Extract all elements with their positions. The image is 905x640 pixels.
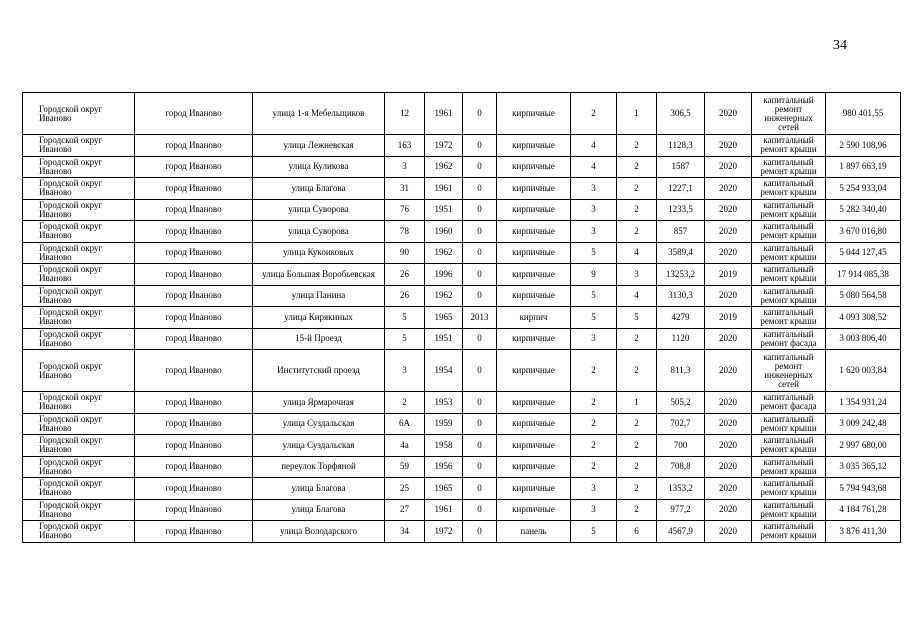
- cell-area: 13253,2: [657, 264, 705, 286]
- cell-work-type: капитальный ремонт крыши: [752, 242, 826, 264]
- cell-settlement: город Иваново: [135, 242, 253, 264]
- cell-municipality: Городской округ Иваново: [23, 242, 135, 264]
- cell-last-repair-year: 2013: [463, 307, 497, 329]
- cell-municipality: Городской округ Иваново: [23, 93, 135, 135]
- cell-entrances: 6: [617, 521, 657, 543]
- cell-area: 1128,3: [657, 135, 705, 157]
- cell-work-type: капитальный ремонт инженерных сетей: [752, 350, 826, 392]
- cell-municipality: Городской округ Иваново: [23, 499, 135, 521]
- cell-settlement: город Иваново: [135, 328, 253, 350]
- cell-entrances: 2: [617, 135, 657, 157]
- cell-plan-year: 2020: [705, 350, 752, 392]
- cell-municipality: Городской округ Иваново: [23, 178, 135, 200]
- table-row: [23, 413, 901, 435]
- cell-house-number: 25: [385, 478, 425, 500]
- cell-settlement: город Иваново: [135, 285, 253, 307]
- cell-entrances: 1: [617, 392, 657, 414]
- cell-cost: 1 620 003,84: [826, 350, 901, 392]
- cell-street: переулок Торфяной: [253, 456, 385, 478]
- cell-cost: 2 997 680,00: [826, 435, 901, 457]
- cell-plan-year: 2019: [705, 307, 752, 329]
- cell-plan-year: 2020: [705, 328, 752, 350]
- table-row: [23, 392, 901, 414]
- cell-house-number: 27: [385, 499, 425, 521]
- cell-work-type: капитальный ремонт крыши: [752, 178, 826, 200]
- cell-municipality: Городской округ Иваново: [23, 456, 135, 478]
- cell-plan-year: 2020: [705, 199, 752, 221]
- cell-floors: 2: [571, 392, 617, 414]
- cell-floors: 5: [571, 242, 617, 264]
- cell-work-type: капитальный ремонт крыши: [752, 264, 826, 286]
- cell-settlement: город Иваново: [135, 93, 253, 135]
- cell-work-type: капитальный ремонт крыши: [752, 478, 826, 500]
- cell-last-repair-year: 0: [463, 413, 497, 435]
- cell-build-year: 1962: [425, 285, 463, 307]
- cell-build-year: 1959: [425, 413, 463, 435]
- cell-last-repair-year: 0: [463, 350, 497, 392]
- cell-house-number: 3: [385, 156, 425, 178]
- cell-house-number: 3: [385, 350, 425, 392]
- cell-floors: 5: [571, 285, 617, 307]
- table-row: [23, 328, 901, 350]
- cell-street: улица Благова: [253, 178, 385, 200]
- cell-cost: 5 794 943,68: [826, 478, 901, 500]
- cell-settlement: город Иваново: [135, 521, 253, 543]
- cell-plan-year: 2020: [705, 435, 752, 457]
- table-row: [23, 478, 901, 500]
- cell-house-number: 26: [385, 264, 425, 286]
- cell-work-type: капитальный ремонт крыши: [752, 521, 826, 543]
- cell-floors: 4: [571, 156, 617, 178]
- cell-settlement: город Иваново: [135, 456, 253, 478]
- cell-work-type: капитальный ремонт крыши: [752, 199, 826, 221]
- cell-cost: 3 670 016,80: [826, 221, 901, 243]
- cell-wall-material: кирпичные: [497, 199, 571, 221]
- cell-municipality: Городской округ Иваново: [23, 264, 135, 286]
- cell-build-year: 1956: [425, 456, 463, 478]
- cell-floors: 3: [571, 178, 617, 200]
- cell-wall-material: кирпичные: [497, 178, 571, 200]
- cell-plan-year: 2020: [705, 478, 752, 500]
- cell-plan-year: 2019: [705, 264, 752, 286]
- cell-street: улица Благова: [253, 499, 385, 521]
- cell-wall-material: кирпич: [497, 307, 571, 329]
- cell-last-repair-year: 0: [463, 285, 497, 307]
- cell-house-number: 34: [385, 521, 425, 543]
- cell-floors: 4: [571, 135, 617, 157]
- cell-street: улица Володарского: [253, 521, 385, 543]
- cell-wall-material: кирпичные: [497, 328, 571, 350]
- cell-municipality: Городской округ Иваново: [23, 413, 135, 435]
- cell-wall-material: кирпичные: [497, 264, 571, 286]
- cell-area: 857: [657, 221, 705, 243]
- cell-floors: 2: [571, 93, 617, 135]
- table-row: [23, 307, 901, 329]
- cell-area: 505,2: [657, 392, 705, 414]
- table-row: [23, 285, 901, 307]
- table-row: [23, 456, 901, 478]
- table-row: [23, 499, 901, 521]
- cell-area: 700: [657, 435, 705, 457]
- cell-street: улица Ярмарочная: [253, 392, 385, 414]
- cell-house-number: 4а: [385, 435, 425, 457]
- cell-wall-material: кирпичные: [497, 456, 571, 478]
- cell-municipality: Городской округ Иваново: [23, 328, 135, 350]
- cell-area: 1227,1: [657, 178, 705, 200]
- table-row: [23, 199, 901, 221]
- cell-last-repair-year: 0: [463, 456, 497, 478]
- cell-entrances: 1: [617, 93, 657, 135]
- cell-plan-year: 2020: [705, 221, 752, 243]
- cell-work-type: капитальный ремонт крыши: [752, 435, 826, 457]
- cell-floors: 5: [571, 521, 617, 543]
- table-row: [23, 135, 901, 157]
- cell-cost: 5 080 564,58: [826, 285, 901, 307]
- cell-area: 306,5: [657, 93, 705, 135]
- table-row: [23, 242, 901, 264]
- cell-entrances: 2: [617, 478, 657, 500]
- cell-wall-material: кирпичные: [497, 135, 571, 157]
- cell-house-number: 5: [385, 307, 425, 329]
- cell-area: 1233,5: [657, 199, 705, 221]
- cell-cost: 4 093 308,52: [826, 307, 901, 329]
- cell-work-type: капитальный ремонт крыши: [752, 456, 826, 478]
- cell-municipality: Городской округ Иваново: [23, 478, 135, 500]
- cell-municipality: Городской округ Иваново: [23, 221, 135, 243]
- cell-municipality: Городской округ Иваново: [23, 307, 135, 329]
- cell-build-year: 1951: [425, 328, 463, 350]
- cell-street: улица Суворова: [253, 221, 385, 243]
- cell-area: 708,8: [657, 456, 705, 478]
- cell-entrances: 2: [617, 350, 657, 392]
- cell-entrances: 2: [617, 328, 657, 350]
- cell-plan-year: 2020: [705, 392, 752, 414]
- cell-cost: 5 254 933,04: [826, 178, 901, 200]
- cell-plan-year: 2020: [705, 178, 752, 200]
- cell-last-repair-year: 0: [463, 264, 497, 286]
- cell-build-year: 1961: [425, 93, 463, 135]
- cell-municipality: Городской округ Иваново: [23, 156, 135, 178]
- cell-build-year: 1951: [425, 199, 463, 221]
- cell-plan-year: 2020: [705, 456, 752, 478]
- cell-entrances: 2: [617, 499, 657, 521]
- cell-wall-material: кирпичные: [497, 478, 571, 500]
- cell-work-type: капитальный ремонт крыши: [752, 499, 826, 521]
- cell-settlement: город Иваново: [135, 307, 253, 329]
- cell-area: 702,7: [657, 413, 705, 435]
- cell-settlement: город Иваново: [135, 178, 253, 200]
- cell-last-repair-year: 0: [463, 135, 497, 157]
- cell-area: 4279: [657, 307, 705, 329]
- cell-wall-material: панель: [497, 521, 571, 543]
- cell-area: 1587: [657, 156, 705, 178]
- cell-house-number: 26: [385, 285, 425, 307]
- cell-street: улица Кирякиных: [253, 307, 385, 329]
- cell-settlement: город Иваново: [135, 435, 253, 457]
- cell-house-number: 2: [385, 392, 425, 414]
- cell-cost: 17 914 085,38: [826, 264, 901, 286]
- cell-cost: 3 035 365,12: [826, 456, 901, 478]
- cell-street: улица Суздальская: [253, 413, 385, 435]
- cell-work-type: капитальный ремонт фасада: [752, 328, 826, 350]
- cell-area: 811,3: [657, 350, 705, 392]
- cell-plan-year: 2020: [705, 242, 752, 264]
- cell-cost: 3 876 411,30: [826, 521, 901, 543]
- cell-house-number: 90: [385, 242, 425, 264]
- cell-area: 3130,3: [657, 285, 705, 307]
- cell-entrances: 2: [617, 456, 657, 478]
- cell-settlement: город Иваново: [135, 413, 253, 435]
- cell-last-repair-year: 0: [463, 221, 497, 243]
- cell-street: Институтский проезд: [253, 350, 385, 392]
- cell-build-year: 1961: [425, 499, 463, 521]
- cell-work-type: капитальный ремонт крыши: [752, 307, 826, 329]
- cell-floors: 3: [571, 199, 617, 221]
- cell-settlement: город Иваново: [135, 499, 253, 521]
- cell-cost: 1 897 663,19: [826, 156, 901, 178]
- cell-work-type: капитальный ремонт крыши: [752, 135, 826, 157]
- cell-cost: 4 184 761,28: [826, 499, 901, 521]
- cell-floors: 3: [571, 221, 617, 243]
- cell-floors: 2: [571, 435, 617, 457]
- cell-municipality: Городской округ Иваново: [23, 135, 135, 157]
- cell-street: улица Кукоиковых: [253, 242, 385, 264]
- cell-entrances: 2: [617, 413, 657, 435]
- cell-build-year: 1962: [425, 156, 463, 178]
- cell-street: 15-й Проезд: [253, 328, 385, 350]
- cell-floors: 2: [571, 350, 617, 392]
- cell-municipality: Городской округ Иваново: [23, 350, 135, 392]
- table-row: [23, 264, 901, 286]
- table-body: [23, 93, 901, 543]
- cell-plan-year: 2020: [705, 156, 752, 178]
- housing-repair-table: [22, 92, 901, 543]
- cell-cost: 5 282 340,40: [826, 199, 901, 221]
- cell-build-year: 1960: [425, 221, 463, 243]
- cell-build-year: 1953: [425, 392, 463, 414]
- cell-street: улица Лежневская: [253, 135, 385, 157]
- cell-settlement: город Иваново: [135, 264, 253, 286]
- cell-area: 3589,4: [657, 242, 705, 264]
- cell-entrances: 2: [617, 435, 657, 457]
- cell-wall-material: кирпичные: [497, 156, 571, 178]
- cell-wall-material: кирпичные: [497, 435, 571, 457]
- cell-plan-year: 2020: [705, 93, 752, 135]
- cell-entrances: 2: [617, 199, 657, 221]
- cell-last-repair-year: 0: [463, 392, 497, 414]
- cell-entrances: 2: [617, 178, 657, 200]
- cell-street: улица 1-я Мебельщиков: [253, 93, 385, 135]
- cell-municipality: Городской округ Иваново: [23, 435, 135, 457]
- cell-floors: 9: [571, 264, 617, 286]
- cell-work-type: капитальный ремонт крыши: [752, 221, 826, 243]
- cell-wall-material: кирпичные: [497, 285, 571, 307]
- cell-settlement: город Иваново: [135, 199, 253, 221]
- cell-work-type: капитальный ремонт крыши: [752, 413, 826, 435]
- cell-plan-year: 2020: [705, 413, 752, 435]
- cell-last-repair-year: 0: [463, 521, 497, 543]
- cell-floors: 3: [571, 478, 617, 500]
- cell-street: улица Суздальская: [253, 435, 385, 457]
- cell-entrances: 4: [617, 242, 657, 264]
- cell-wall-material: кирпичные: [497, 242, 571, 264]
- table-row: [23, 178, 901, 200]
- cell-plan-year: 2020: [705, 521, 752, 543]
- cell-wall-material: кирпичные: [497, 499, 571, 521]
- cell-house-number: 5: [385, 328, 425, 350]
- cell-floors: 2: [571, 456, 617, 478]
- cell-build-year: 1965: [425, 307, 463, 329]
- cell-wall-material: кирпичные: [497, 93, 571, 135]
- cell-last-repair-year: 0: [463, 156, 497, 178]
- cell-house-number: 78: [385, 221, 425, 243]
- cell-street: улица Суворова: [253, 199, 385, 221]
- cell-wall-material: кирпичные: [497, 392, 571, 414]
- cell-wall-material: кирпичные: [497, 413, 571, 435]
- table-row: [23, 156, 901, 178]
- cell-cost: 3 009 242,48: [826, 413, 901, 435]
- cell-last-repair-year: 0: [463, 478, 497, 500]
- cell-house-number: 6А: [385, 413, 425, 435]
- cell-settlement: город Иваново: [135, 156, 253, 178]
- cell-house-number: 163: [385, 135, 425, 157]
- cell-work-type: капитальный ремонт инженерных сетей: [752, 93, 826, 135]
- cell-street: улица Большая Воробьевская: [253, 264, 385, 286]
- cell-settlement: город Иваново: [135, 221, 253, 243]
- cell-last-repair-year: 0: [463, 328, 497, 350]
- cell-plan-year: 2020: [705, 499, 752, 521]
- cell-street: улица Куликова: [253, 156, 385, 178]
- table-row: [23, 521, 901, 543]
- cell-settlement: город Иваново: [135, 135, 253, 157]
- cell-area: 1120: [657, 328, 705, 350]
- cell-build-year: 1972: [425, 135, 463, 157]
- cell-last-repair-year: 0: [463, 435, 497, 457]
- cell-work-type: капитальный ремонт фасада: [752, 392, 826, 414]
- cell-wall-material: кирпичные: [497, 350, 571, 392]
- cell-last-repair-year: 0: [463, 242, 497, 264]
- cell-settlement: город Иваново: [135, 350, 253, 392]
- cell-build-year: 1962: [425, 242, 463, 264]
- cell-house-number: 76: [385, 199, 425, 221]
- cell-settlement: город Иваново: [135, 478, 253, 500]
- cell-entrances: 2: [617, 221, 657, 243]
- cell-municipality: Городской округ Иваново: [23, 392, 135, 414]
- cell-wall-material: кирпичные: [497, 221, 571, 243]
- cell-floors: 3: [571, 328, 617, 350]
- cell-street: улица Панина: [253, 285, 385, 307]
- table-row: [23, 221, 901, 243]
- cell-work-type: капитальный ремонт крыши: [752, 156, 826, 178]
- cell-work-type: капитальный ремонт крыши: [752, 285, 826, 307]
- cell-house-number: 31: [385, 178, 425, 200]
- cell-area: 4567,9: [657, 521, 705, 543]
- cell-municipality: Городской округ Иваново: [23, 285, 135, 307]
- cell-build-year: 1965: [425, 478, 463, 500]
- cell-cost: 980 401,55: [826, 93, 901, 135]
- cell-municipality: Городской округ Иваново: [23, 199, 135, 221]
- cell-last-repair-year: 0: [463, 199, 497, 221]
- cell-cost: 3 003 806,40: [826, 328, 901, 350]
- cell-build-year: 1958: [425, 435, 463, 457]
- cell-cost: 5 044 127,45: [826, 242, 901, 264]
- cell-house-number: 59: [385, 456, 425, 478]
- cell-last-repair-year: 0: [463, 178, 497, 200]
- cell-entrances: 5: [617, 307, 657, 329]
- cell-plan-year: 2020: [705, 285, 752, 307]
- cell-municipality: Городской округ Иваново: [23, 521, 135, 543]
- cell-last-repair-year: 0: [463, 499, 497, 521]
- cell-settlement: город Иваново: [135, 392, 253, 414]
- cell-entrances: 4: [617, 285, 657, 307]
- cell-floors: 5: [571, 307, 617, 329]
- page-number: 34: [833, 38, 847, 53]
- cell-floors: 2: [571, 413, 617, 435]
- cell-area: 977,2: [657, 499, 705, 521]
- cell-build-year: 1972: [425, 521, 463, 543]
- cell-cost: 1 354 931,24: [826, 392, 901, 414]
- cell-plan-year: 2020: [705, 135, 752, 157]
- cell-street: улица Благова: [253, 478, 385, 500]
- table-row: [23, 350, 901, 392]
- cell-build-year: 1954: [425, 350, 463, 392]
- cell-last-repair-year: 0: [463, 93, 497, 135]
- cell-area: 1353,2: [657, 478, 705, 500]
- cell-build-year: 1961: [425, 178, 463, 200]
- cell-entrances: 3: [617, 264, 657, 286]
- cell-floors: 3: [571, 499, 617, 521]
- cell-entrances: 2: [617, 156, 657, 178]
- cell-build-year: 1996: [425, 264, 463, 286]
- table-row: [23, 435, 901, 457]
- cell-cost: 2 590 108,96: [826, 135, 901, 157]
- cell-house-number: 12: [385, 93, 425, 135]
- table-row: [23, 93, 901, 135]
